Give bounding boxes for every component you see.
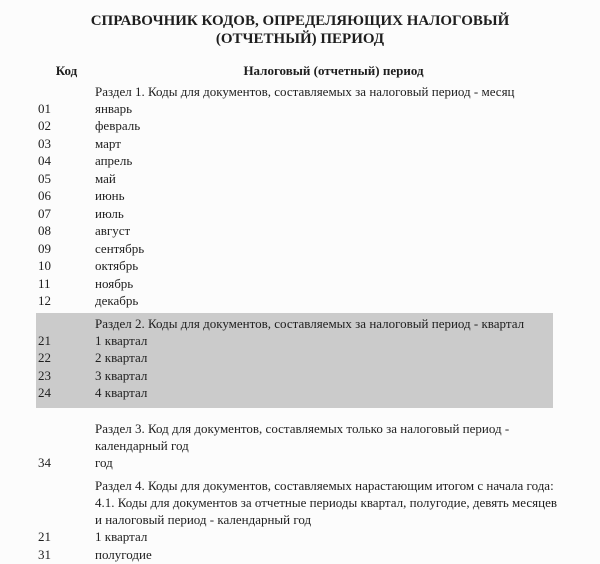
period-cell: ноябрь — [95, 275, 134, 291]
table-header-row — [38, 62, 572, 80]
section-heading-row — [38, 420, 572, 454]
period-cell: 1 квартал — [95, 332, 148, 348]
code-cell: 02 — [38, 118, 51, 133]
table-section-2 — [36, 313, 553, 408]
period-cell: сентябрь — [95, 240, 145, 256]
period-cell: январь — [95, 100, 133, 116]
code-cell: 04 — [38, 153, 51, 168]
code-cell — [38, 494, 95, 528]
code-cell: 10 — [38, 258, 51, 273]
code-cell: 08 — [38, 223, 51, 238]
section-heading-text: Раздел 1. Коды для документов, составляемых за налоговый период - месяц — [95, 83, 515, 99]
page-title-line1: СПРАВОЧНИК КОДОВ, ОПРЕДЕЛЯЮЩИХ НАЛОГОВЫЙ — [90, 13, 510, 29]
section-subheading-text: 4.1. Коды для документов за отчетные периоды квартал, полугодие, девять месяцев и налоговый период - календарный год — [95, 495, 557, 527]
section-subheading-row — [38, 494, 572, 528]
table-row — [38, 349, 553, 367]
section-heading-text: Раздел 2. Коды для документов, составляемых за налоговый период - квартал — [95, 315, 525, 331]
table-row — [38, 546, 572, 564]
code-cell: 03 — [38, 135, 51, 151]
table-row — [38, 367, 553, 385]
code-cell: 23 — [38, 367, 51, 383]
table-row — [38, 100, 572, 118]
code-cell: 12 — [38, 293, 51, 308]
code-cell: 24 — [38, 385, 51, 400]
period-cell: декабрь — [95, 293, 139, 308]
table-row — [38, 135, 572, 153]
code-cell: 21 — [38, 529, 51, 544]
table-row — [38, 332, 553, 350]
code-cell: 09 — [38, 240, 51, 256]
table-row — [38, 454, 572, 472]
table-row — [38, 152, 572, 170]
period-cell: 4 квартал — [95, 385, 148, 400]
section-heading-row — [38, 315, 553, 332]
period-cell: июль — [95, 205, 124, 221]
period-cell: май — [95, 170, 116, 186]
table-row — [38, 384, 553, 402]
table-section-3 — [38, 420, 572, 472]
table-row — [38, 222, 572, 240]
column-header-period: Налоговый (отчетный) период — [243, 63, 424, 78]
page-title — [0, 12, 600, 48]
code-cell: 11 — [38, 275, 51, 291]
code-cell: 31 — [38, 546, 51, 562]
code-cell: 01 — [38, 100, 51, 116]
column-header-code: Код — [55, 63, 78, 78]
period-cell: 2 квартал — [95, 350, 148, 365]
table-row — [38, 205, 572, 223]
table-body — [38, 83, 572, 564]
table-row — [38, 117, 572, 135]
table-row — [38, 187, 572, 205]
period-cell: октябрь — [95, 258, 139, 273]
section-heading-row — [38, 83, 572, 100]
period-cell: июнь — [95, 188, 125, 203]
period-cell: полугодие — [95, 546, 152, 562]
code-cell: 21 — [38, 332, 51, 348]
period-cell: март — [95, 135, 121, 151]
period-cell: апрель — [95, 153, 133, 168]
table-section-4 — [38, 477, 572, 563]
period-cell: февраль — [95, 118, 141, 133]
table-row — [38, 240, 572, 258]
code-cell — [38, 420, 95, 454]
code-cell: 22 — [38, 350, 51, 365]
table-section-1 — [38, 83, 572, 310]
code-cell — [38, 315, 95, 332]
section-heading-text: Раздел 3. Код для документов, составляемых только за налоговый период - календарный год — [95, 420, 510, 453]
code-cell: 06 — [38, 188, 51, 203]
code-cell — [38, 83, 95, 100]
table-row — [38, 275, 572, 293]
section-heading-text: Раздел 4. Коды для документов, составляемых нарастающим итогом с начала года: — [95, 478, 554, 493]
table-row — [38, 170, 572, 188]
table-row — [38, 528, 572, 546]
period-cell: август — [95, 223, 131, 238]
code-cell: 34 — [38, 454, 51, 470]
code-cell: 07 — [38, 205, 51, 221]
period-cell: 1 квартал — [95, 529, 148, 544]
page-title-line2: (ОТЧЕТНЫЙ) ПЕРИОД — [215, 31, 385, 47]
code-cell — [38, 477, 95, 494]
table-row — [38, 257, 572, 275]
period-cell: 3 квартал — [95, 367, 148, 383]
code-cell: 05 — [38, 170, 51, 186]
section-heading-row — [38, 477, 572, 494]
period-cell: год — [95, 454, 113, 470]
table-row — [38, 292, 572, 310]
